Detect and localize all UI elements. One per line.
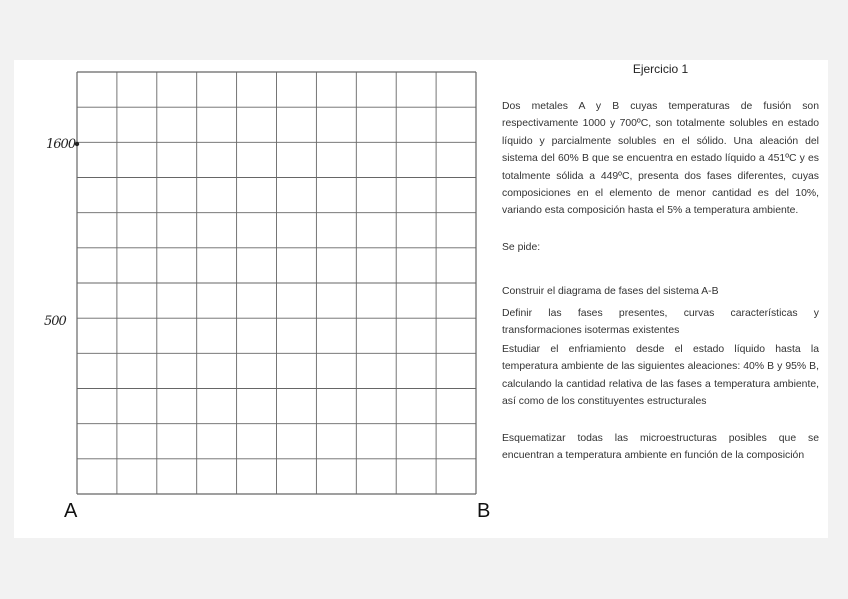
exercise-title: Ejercicio 1: [632, 62, 689, 76]
handwritten-temperature-500: 500: [44, 314, 66, 329]
task-item: Estudiar el enfriamiento desde el estado líquido hasta la temperatura ambiente de las siguientes aleaciones: 40% B y 95% B, calculando la cantidad relativa de las fases a temperatura ambiente, así como de los constituyentes estructurales: [502, 344, 819, 408]
task-item: Definir las fases presentes, curvas características y transformaciones isotermas existentes: [502, 308, 819, 337]
component-b-label: B: [477, 500, 491, 522]
handwritten-temperature-1600: 1600: [46, 137, 76, 152]
task-item: Construir el diagrama de fases del sistema A-B: [502, 286, 719, 297]
exercise-statement: Dos metales A y B cuyas temperaturas de fusión son respectivamente 1000 y 700ºC, son totalmente solubles en estado líquido y parcialmente solubles en el sólido. Una aleación del sistema del 60% B que se encuentra en estado líquido a 451ºC y es totalmente sólida a 449ºC, presenta dos fases diferentes, cuyas composiciones en el elemento de menor cantidad es del 10%, variando esta composición hasta el 5% a temperatura ambiente.: [502, 101, 819, 217]
component-a-label: A: [64, 500, 78, 522]
se-pide-label: Se pide:: [502, 242, 541, 253]
temperature-tick-dot: [75, 142, 79, 146]
task-item: Esquematizar todas las microestructuras posibles que se encuentran a temperatura ambiente en función de la composición: [502, 433, 819, 462]
